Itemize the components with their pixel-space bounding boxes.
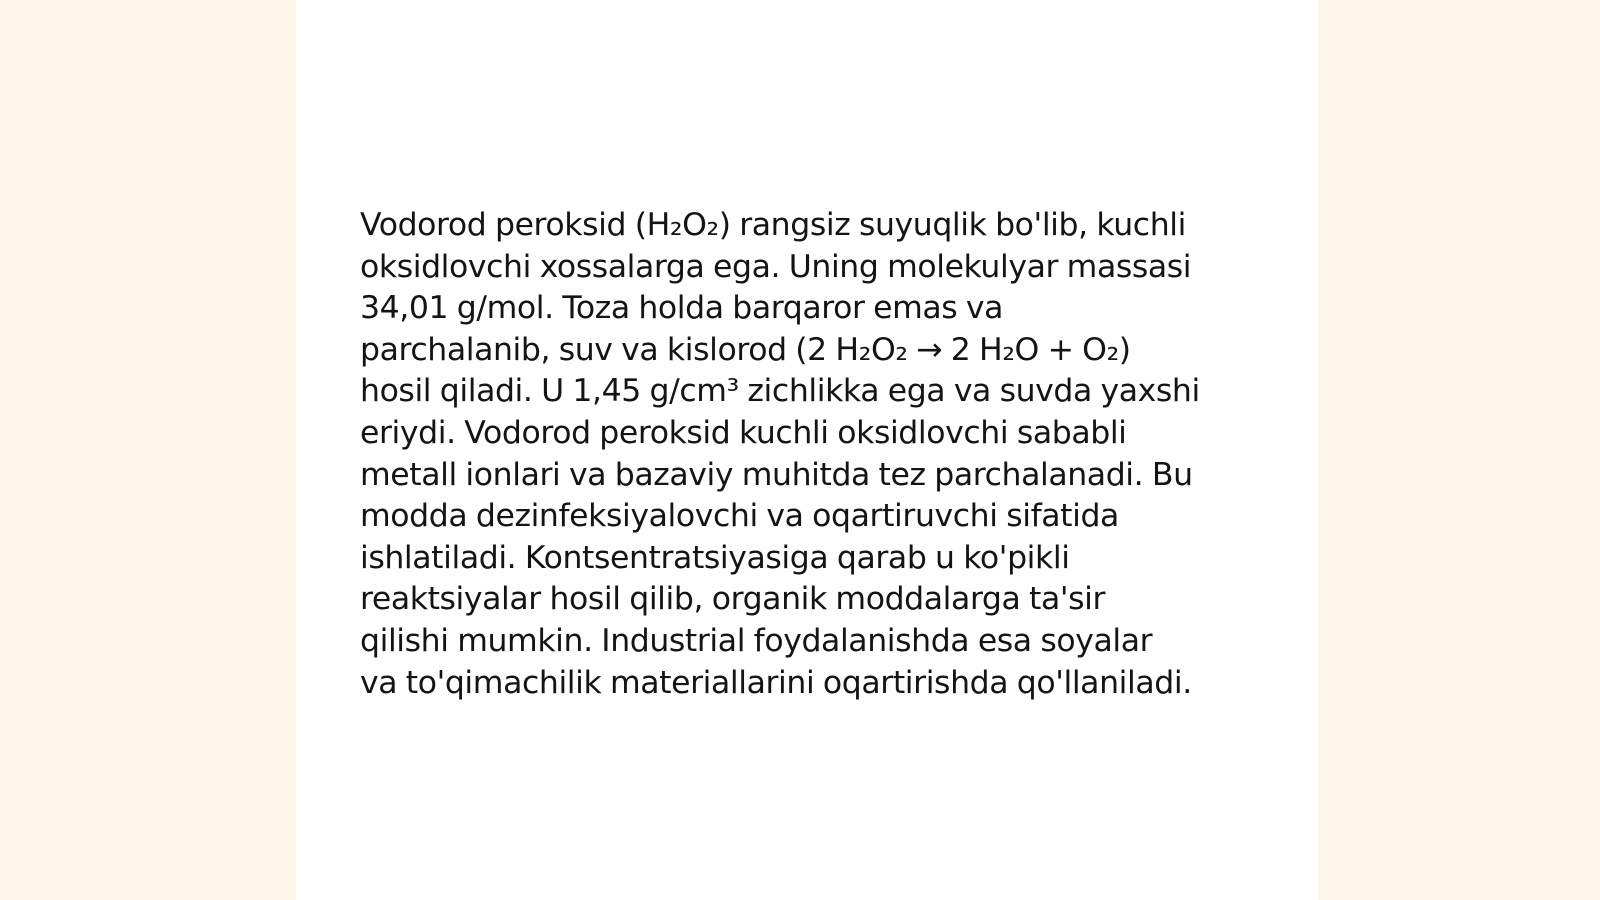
paragraph-line: parchalanib, suv va kislorod (2 H₂O₂ → 2 H₂O + O₂)	[360, 331, 1131, 368]
paragraph-line: qilishi mumkin. Industrial foydalanishda esa soyalar	[360, 622, 1153, 659]
paragraph-line: hosil qiladi. U 1,45 g/cm³ zichlikka ega va suvda yaxshi	[360, 373, 1200, 410]
paragraph-line: modda dezinfeksiyalovchi va oqartiruvchi sifatida	[360, 498, 1119, 535]
paragraph-line: oksidlovchi xossalarga ega. Uning molekulyar massasi	[360, 248, 1192, 285]
paragraph-line: 34,01 g/mol. Toza holda barqaror emas va	[360, 290, 1004, 327]
paragraph-line: ishlatiladi. Kontsentratsiyasiga qarab u ko'pikli	[360, 539, 1070, 576]
paragraph-line: eriydi. Vodorod peroksid kuchli oksidlovchi sababli	[360, 414, 1127, 451]
paragraph-line: va to'qimachilik materiallarini oqartirishda qo'llaniladi.	[360, 664, 1192, 701]
paragraph	[360, 205, 1260, 704]
paragraph-line: Vodorod peroksid (H₂O₂) rangsiz suyuqlik bo'lib, kuchli	[360, 207, 1186, 243]
paragraph-line: metall ionlari va bazaviy muhitda tez parchalanadi. Bu	[360, 456, 1193, 493]
paragraph-line: reaktsiyalar hosil qilib, organik moddalarga ta'sir	[360, 581, 1106, 618]
